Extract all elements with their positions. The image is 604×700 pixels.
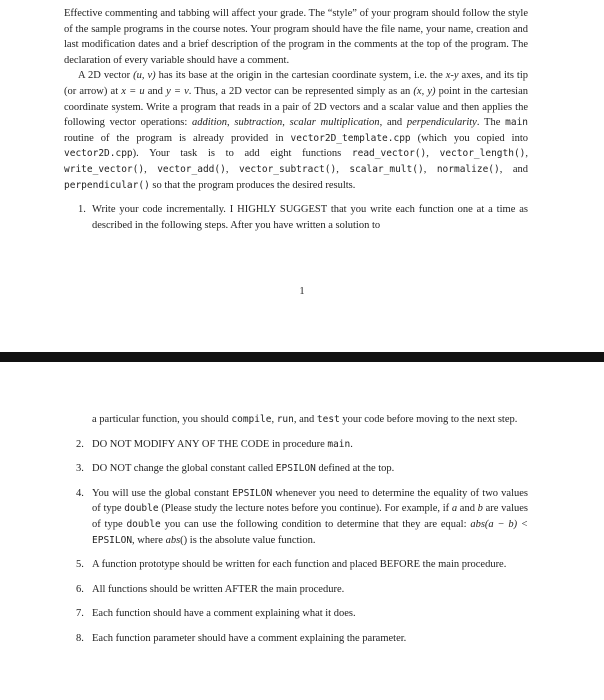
- separator: ,: [144, 163, 158, 175]
- instruction-list: [64, 202, 528, 233]
- text-run: ,: [271, 414, 277, 425]
- text-run: ). Your task is to add eight functions: [132, 148, 352, 160]
- page-2-body: [76, 412, 528, 647]
- text-run: .: [350, 438, 353, 450]
- code-run: run: [276, 414, 294, 425]
- list-item-text: A function prototype should be written for each function and placed BEFORE the main procedure.: [92, 559, 507, 571]
- code-double: double: [124, 503, 159, 515]
- list-number: 8.: [76, 632, 84, 644]
- math-abs-condition: abs(a − b) <: [470, 518, 528, 530]
- text-run: , and: [293, 414, 317, 425]
- text-run: your code before moving to the next step.: [339, 414, 518, 425]
- code-epsilon: EPSILON: [275, 463, 316, 475]
- math-b: b: [477, 503, 483, 515]
- code-epsilon: EPSILON: [92, 534, 133, 546]
- text-run: and: [457, 503, 478, 515]
- text-run: . The: [476, 117, 506, 129]
- code-perpendicular: perpendicular(): [64, 179, 150, 191]
- separator: ,: [227, 117, 235, 129]
- separator: , and: [379, 117, 407, 129]
- text-run: You will use the global constant: [92, 487, 233, 499]
- code-vector-subtract: vector_subtract(): [238, 163, 337, 175]
- math-abs: abs: [165, 534, 181, 546]
- list-number: 5.: [76, 559, 84, 571]
- code-normalize: normalize(): [436, 163, 500, 175]
- separator: , and: [499, 163, 529, 175]
- text-run: routine of the program is already provided in: [64, 132, 291, 144]
- op-addition: addition: [192, 117, 228, 129]
- code-template-file: vector2D_template.cpp: [290, 132, 411, 144]
- text-run: and: [144, 85, 167, 97]
- separator: ,: [423, 163, 437, 175]
- vector-paragraph: [64, 68, 528, 193]
- text-run: () is the absolute value function.: [180, 534, 316, 546]
- code-vector-add: vector_add(): [157, 163, 226, 175]
- list-item-text: Write your code incrementally. I HIGHLY SUGGEST that you write each function one at a time as described in the following steps. After you have written a solution to: [92, 204, 528, 231]
- list-item-6: [76, 582, 528, 598]
- list-number: 3.: [76, 463, 84, 475]
- list-item-text: Each function parameter should have a comment explaining the parameter.: [92, 632, 407, 644]
- code-vector2d-file: vector2D.cpp: [64, 148, 133, 160]
- list-item-text: Each function should have a comment explaining what it does.: [92, 608, 356, 620]
- list-number: 1.: [78, 204, 86, 216]
- separator: ,: [225, 163, 239, 175]
- code-main: main: [505, 117, 529, 129]
- text-run: , where: [132, 534, 166, 546]
- document-page-2: [0, 362, 604, 700]
- text-run: point in the cartesian coordinate system. Write a program that reads in a pair of 2D vectors and a scalar value and then applies the following vector operations:: [64, 85, 529, 129]
- separator: ,: [525, 148, 529, 160]
- separator: ,: [426, 148, 440, 160]
- page-divider: [0, 352, 604, 362]
- text-run: DO NOT MODIFY ANY OF THE CODE in procedure: [92, 438, 328, 450]
- list-item-8: [76, 631, 528, 647]
- list-item-5: [76, 557, 528, 573]
- code-write-vector: write_vector(): [64, 163, 145, 175]
- code-compile: compile: [231, 414, 272, 425]
- page-1-body: [64, 6, 528, 233]
- code-main: main: [327, 438, 351, 450]
- separator: ,: [282, 117, 290, 129]
- code-scalar-mult: scalar_mult(): [349, 163, 424, 175]
- op-subtraction: subtraction: [234, 117, 283, 129]
- page-number: 1: [299, 286, 305, 297]
- math-xy: x-y: [445, 70, 459, 82]
- list-item-text: All functions should be written AFTER the main procedure.: [92, 583, 345, 595]
- list-number: 7.: [76, 608, 84, 620]
- math-a: a: [451, 503, 458, 515]
- list-item-7: [76, 606, 528, 622]
- op-scalar-multiplication: scalar multiplication: [289, 117, 380, 129]
- text-run: DO NOT change the global constant called: [92, 463, 276, 475]
- list-item-4: [76, 486, 528, 548]
- text-run: A 2D vector: [78, 70, 134, 82]
- text-run: has its base at the origin in the cartesian coordinate system, i.e. the: [155, 70, 446, 82]
- code-epsilon: EPSILON: [232, 487, 273, 499]
- code-read-vector: read_vector(): [351, 148, 427, 160]
- text-run: a particular function, you should: [92, 414, 232, 425]
- code-double: double: [126, 518, 161, 530]
- code-test: test: [316, 414, 340, 425]
- list-item-1-continuation: [76, 412, 528, 428]
- text-run: (Please study the lecture notes before you continue). For example, if: [158, 503, 452, 515]
- list-number: 2.: [76, 438, 84, 450]
- text-run: whenever you need to determine the equality of two values of type: [92, 487, 528, 515]
- text-run: so that the program produces the desired results.: [149, 179, 356, 191]
- list-number: 6.: [76, 583, 84, 595]
- math-uv: (u, v): [133, 70, 156, 82]
- list-item-2: [76, 437, 528, 453]
- math-point: (x, y): [413, 85, 436, 97]
- separator: ,: [336, 163, 350, 175]
- math-y-eq-v: y = v: [166, 85, 189, 97]
- list-item-1: [64, 202, 528, 233]
- op-perpendicularity: perpendicularity: [406, 117, 477, 129]
- math-x-eq-u: x = u: [121, 85, 145, 97]
- text-run: (which you copied into: [410, 132, 528, 144]
- list-number: 4.: [76, 487, 84, 499]
- text-run: defined at the top.: [315, 463, 395, 475]
- text-run: axes, and its tip (or arrow) at: [64, 70, 529, 97]
- text-run: you can use the following condition to determine that they are equal:: [160, 518, 471, 530]
- text-run: are values of type: [92, 503, 528, 530]
- code-vector-length: vector_length(): [439, 148, 526, 160]
- text-run: . Thus, a 2D vector can be represented simply as an: [188, 85, 414, 97]
- list-item-3: [76, 461, 528, 477]
- style-paragraph: Effective commenting and tabbing will affect your grade. The “style” of your program should follow the style of the sample programs in the course notes. Your program should have the file name, your name, creation and last modification dates and a brief description of the program in the comments at the top of the program. The declaration of every variable should have a comment.: [64, 8, 528, 66]
